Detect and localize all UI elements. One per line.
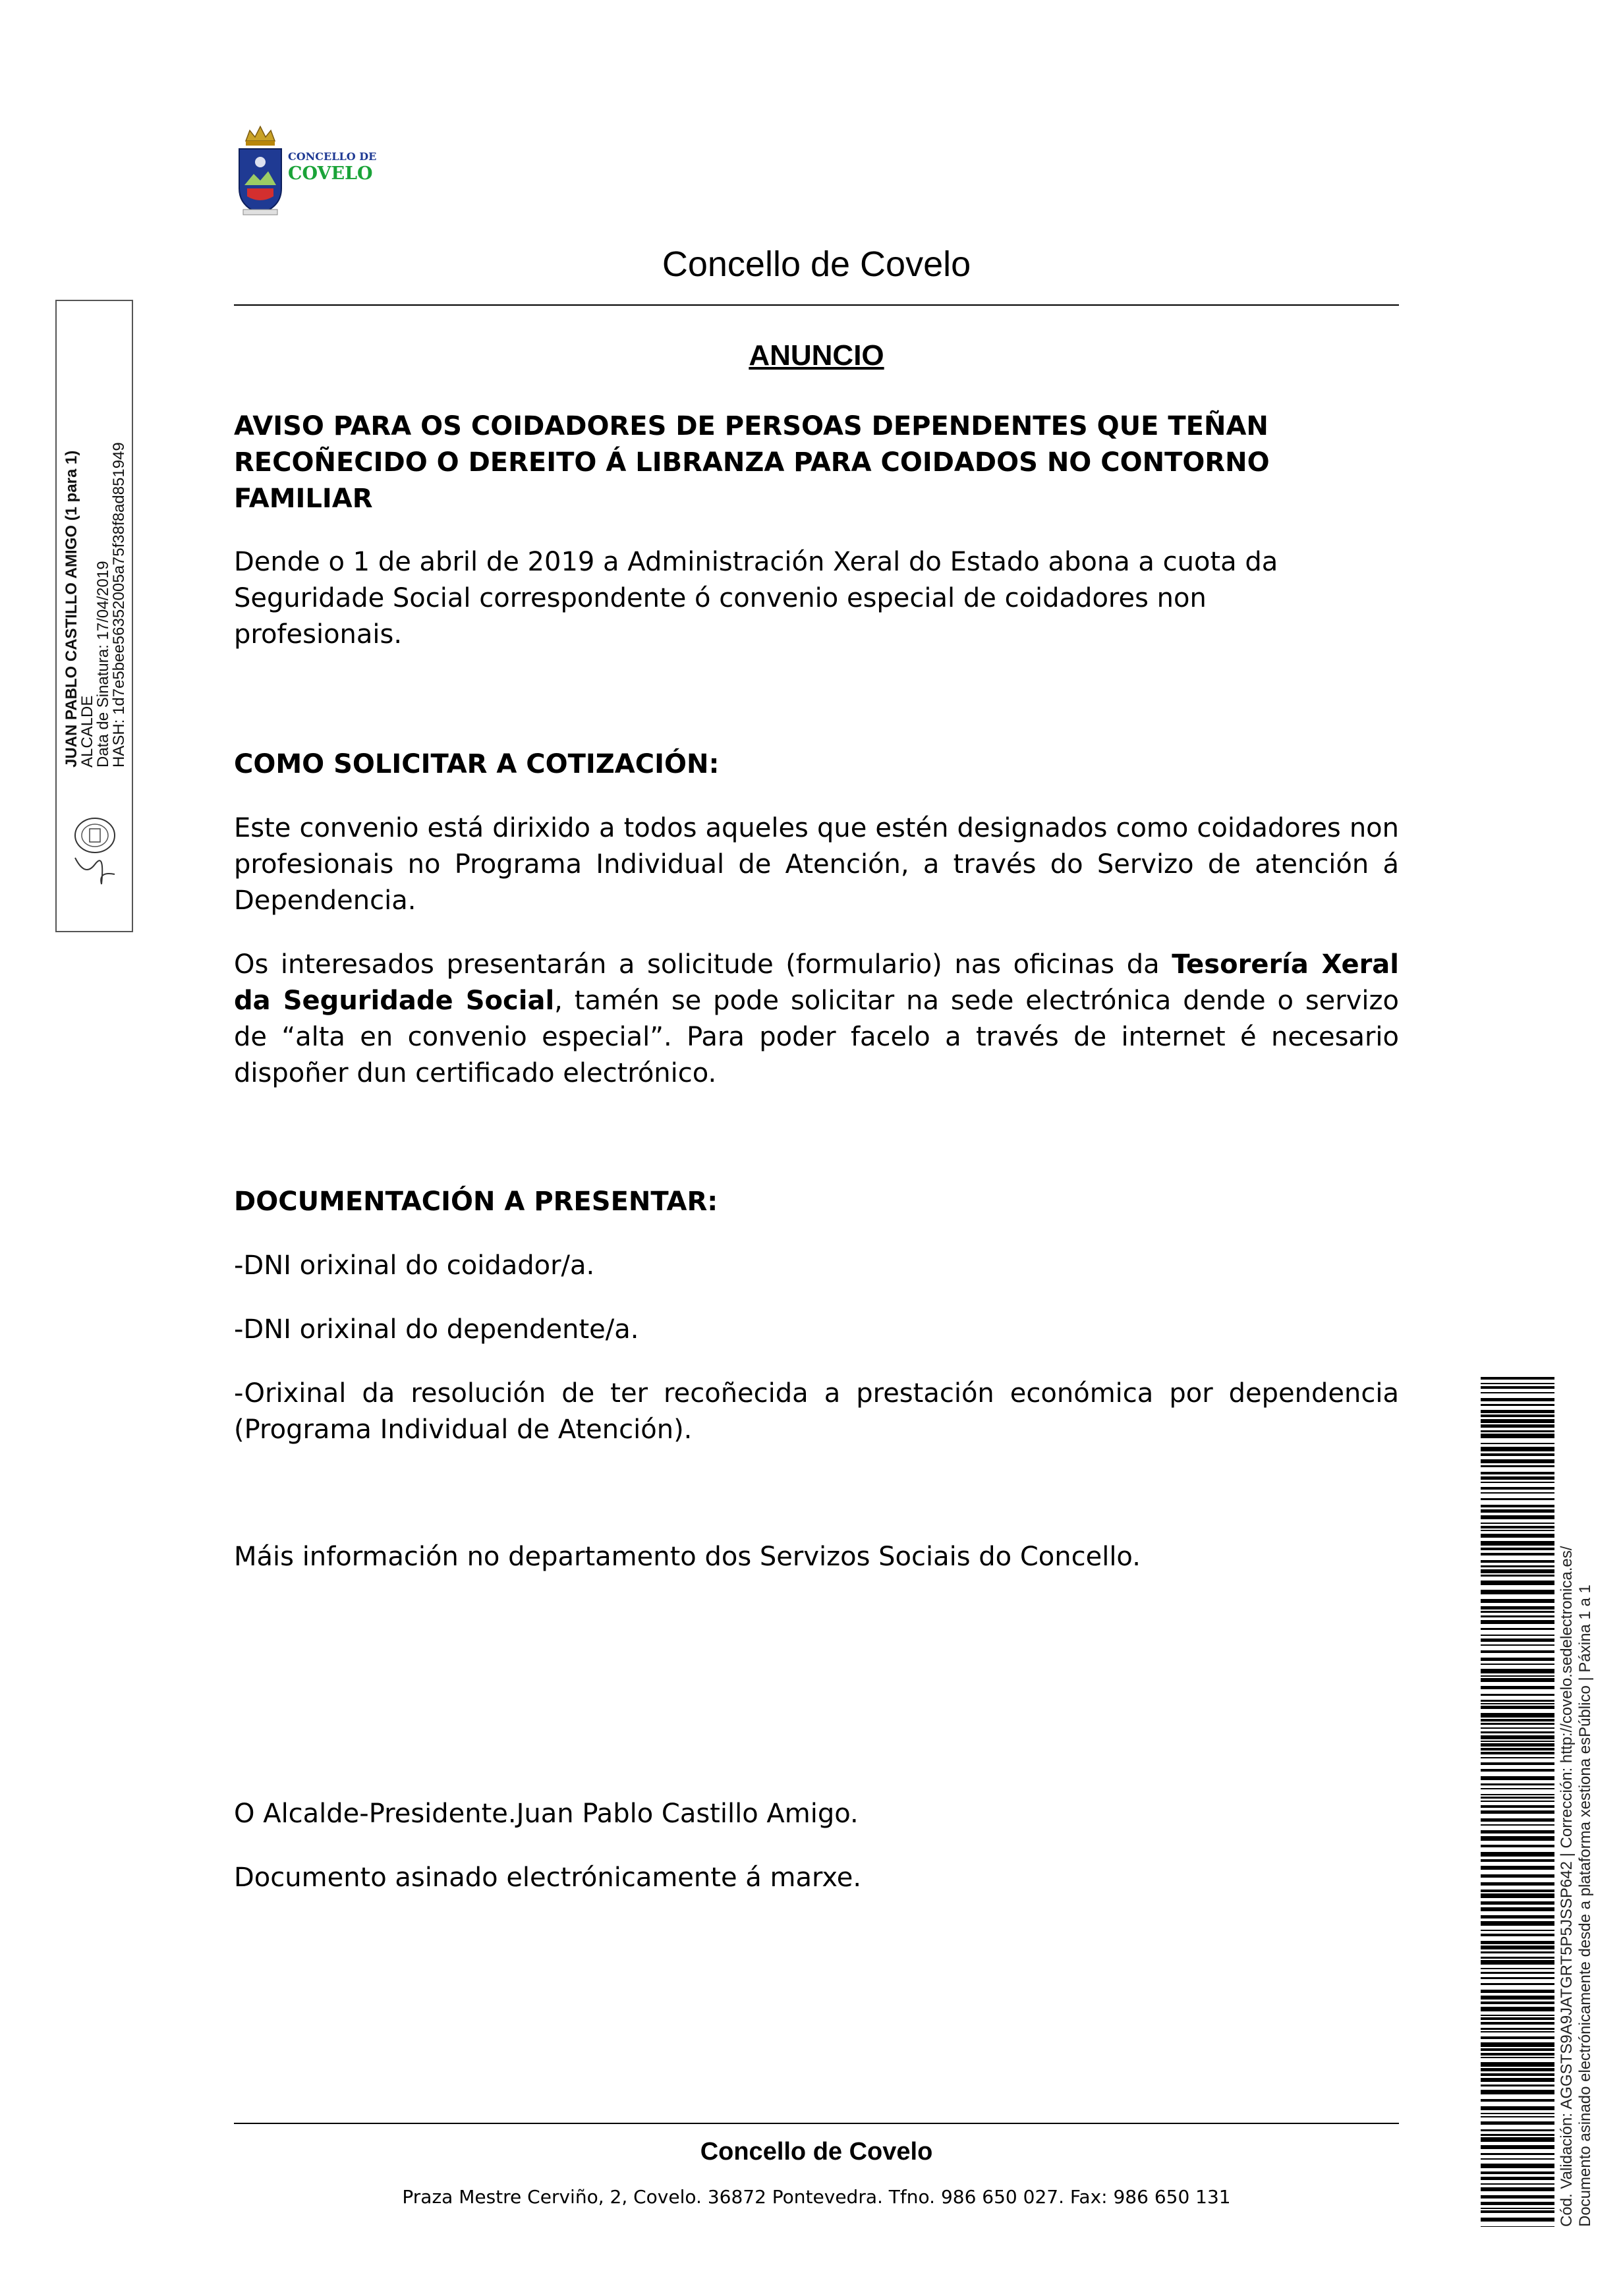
section1-paragraph2 xyxy=(234,947,1399,1092)
signer-role: ALCALDE xyxy=(78,695,96,768)
intro-line: Dende o 1 de abril de 2019 a Administración Xeral do Estado abona a cuota da xyxy=(234,547,1278,577)
logo-text-line2: COVELO xyxy=(288,163,373,184)
signature-seal-icon xyxy=(69,812,121,891)
intro-line: profesionais. xyxy=(234,619,403,650)
signatory: O Alcalde-Presidente.Juan Pablo Castillo Amigo. xyxy=(234,1799,859,1829)
para2-text-start: Os interesados presentarán a solicitude (formulario) nas oficinas da xyxy=(234,949,1172,980)
barcode-icon xyxy=(1481,1377,1554,2227)
intro-paragraph xyxy=(234,544,1399,653)
signer-name: JUAN PABLO CASTILLO AMIGO (1 para 1) xyxy=(63,450,80,768)
validation-code: Cód. Validación: AGGSTS9A9JATGRT5P5JSSP642 | Corrección: http://covelo.sedelectronica.es/ xyxy=(1558,1546,1576,2227)
section-heading-documentacion: DOCUMENTACIÓN A PRESENTAR: xyxy=(234,1187,718,1217)
logo-text-line1: CONCELLO DE xyxy=(288,150,377,163)
document-heading: ANUNCIO xyxy=(749,339,884,372)
footer-rule xyxy=(234,2123,1399,2124)
validation-platform: Documento asinado electrónicamente desde a plataforma xestiona esPúblico | Páxina 1 a 1 xyxy=(1576,1584,1594,2227)
validation-text xyxy=(1558,1546,1595,2227)
more-info: Máis información no departamento dos Servizos Sociais do Concello. xyxy=(234,1542,1141,1572)
subject xyxy=(234,408,1399,517)
signature-date: Data de Sinatura: 17/04/2019 xyxy=(94,561,112,768)
tesoreria-name: Tesorería Xeral da Seguridade Social xyxy=(234,949,1399,1016)
subject-line: RECOÑECIDO O DEREITO Á LIBRANZA PARA COIDADOS NO CONTORNO xyxy=(234,447,1270,478)
signed-note: Documento asinado electrónicamente á marxe. xyxy=(234,1862,862,1893)
signature-details xyxy=(64,442,127,768)
header-rule xyxy=(234,304,1399,306)
footer-address: Praza Mestre Cerviño, 2, Covelo. 36872 Pontevedra. Tfno. 986 650 027. Fax: 986 650 131 xyxy=(402,2186,1231,2208)
section-heading-cotizacion: COMO SOLICITAR A COTIZACIÓN: xyxy=(234,749,720,779)
signature-hash: HASH: 1d7e5bee56352005a75f38f8ad851949 xyxy=(110,442,128,768)
doc-item: -DNI orixinal do coidador/a. xyxy=(234,1250,595,1281)
doc-item: -DNI orixinal do dependente/a. xyxy=(234,1314,639,1345)
header-title: Concello de Covelo xyxy=(662,244,971,284)
subject-line: FAMILIAR xyxy=(234,484,373,514)
doc-item: -Orixinal da resolución de ter recoñecida a prestación económica por dependencia (Programa Individual de Atención). xyxy=(234,1378,1399,1445)
subject-line: AVISO PARA OS COIDADORES DE PERSOAS DEPENDENTES QUE TEÑAN xyxy=(234,411,1268,441)
section1-paragraph1: Este convenio está dirixido a todos aqueles que estén designados como coidadores non profesionais no Programa Individual de Atención, a través do Servizo de atención á Dependencia. xyxy=(234,813,1399,916)
para2-text-end: , tamén se pode solicitar na sede electrónica dende o servizo de “alta en convenio especial”. Para poder facelo a través de internet é necesario dispoñer dun certificado electrónico. xyxy=(234,986,1399,1088)
footer-title: Concello de Covelo xyxy=(700,2138,933,2166)
intro-line: Seguridade Social correspondente ó convenio especial de coidadores non xyxy=(234,583,1207,613)
